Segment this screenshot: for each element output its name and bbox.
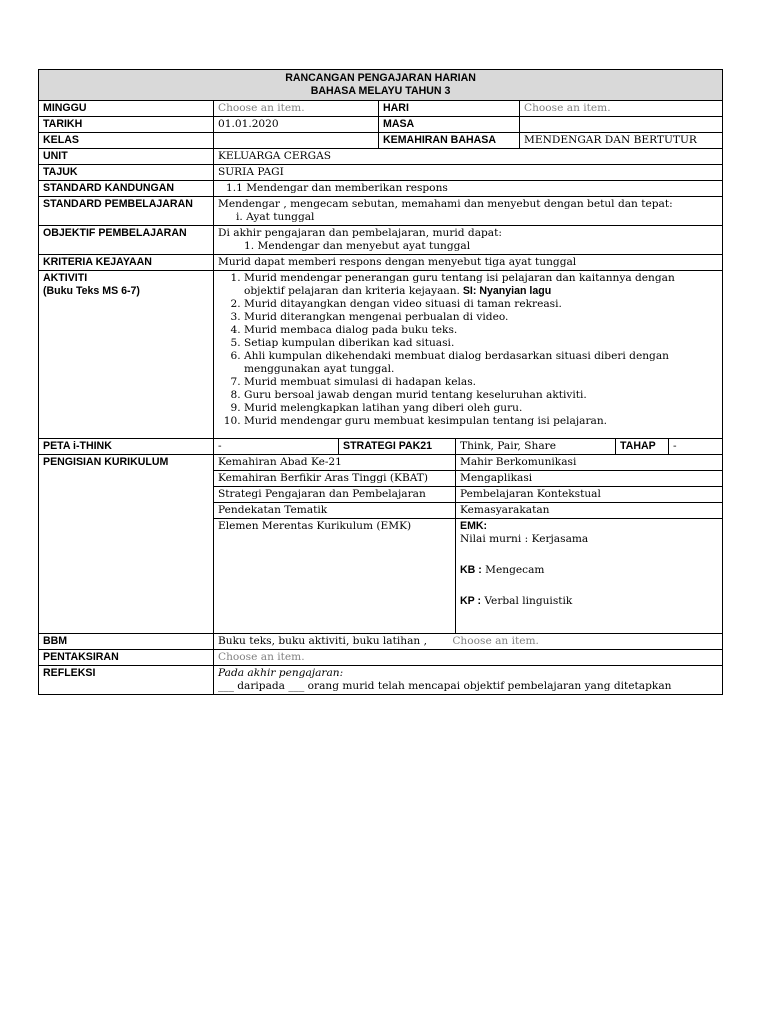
row-aktiviti [39, 271, 723, 439]
kp-value: Verbal linguistik [481, 595, 573, 607]
nilai-murni: Nilai murni : Kerjasama [460, 533, 589, 545]
bbm-label: BBM [39, 634, 214, 650]
aktiviti-item-text: Murid mendengar penerangan guru tentang isi pelajaran dan kaitannya dengan objektif pelajaran dan kriteria kejayaan. [244, 272, 675, 297]
bbm-cell[interactable] [214, 634, 723, 650]
pk-right[interactable]: Mengaplikasi [456, 471, 723, 487]
standard-kandungan-label: STANDARD KANDUNGAN [39, 181, 214, 197]
emk-label: EMK: [460, 520, 488, 532]
unit-value[interactable]: KELUARGA CERGAS [214, 149, 723, 165]
lesson-plan-table [38, 69, 723, 695]
standard-pembelajaran-label: STANDARD PEMBELAJARAN [39, 197, 214, 226]
kelas-value[interactable] [214, 133, 379, 149]
tahap-label: TAHAP [616, 439, 669, 455]
pengisian-kurikulum-label: PENGISIAN KURIKULUM [39, 455, 214, 634]
header-row [39, 70, 723, 101]
kb-value: Mengecam [481, 564, 545, 576]
refleksi-intro: Pada akhir pengajaran: [218, 667, 344, 679]
aktiviti-item: 8. Guru bersoal jawab dengan murid tentang keseluruhan aktiviti. [244, 389, 718, 402]
emk-cell[interactable] [456, 519, 723, 634]
document-subtitle: BAHASA MELAYU TAHUN 3 [310, 85, 451, 97]
aktiviti-item: 4. Murid membaca dialog pada buku teks. [244, 324, 718, 337]
aktiviti-label: AKTIVITI [43, 272, 88, 284]
aktiviti-cell[interactable] [214, 271, 723, 439]
aktiviti-item: 10. Murid mendengar guru membuat kesimpulan tentang isi pelajaran. [244, 415, 718, 428]
pk-left[interactable]: Pendekatan Tematik [214, 503, 456, 519]
aktiviti-item: 9. Murid melengkapkan latihan yang diberi oleh guru. [244, 402, 718, 415]
masa-label: MASA [379, 117, 520, 133]
kriteria-label: KRITERIA KEJAYAAN [39, 255, 214, 271]
tajuk-value[interactable]: SURIA PAGI [214, 165, 723, 181]
pk-right[interactable]: Pembelajaran Kontekstual [456, 487, 723, 503]
row-minggu [39, 101, 723, 117]
row-peta-ithink [39, 439, 723, 455]
row-kelas [39, 133, 723, 149]
row-unit [39, 149, 723, 165]
aktiviti-item: 7. Murid membuat simulasi di hadapan kelas. [244, 376, 718, 389]
bbm-dropdown[interactable]: Choose an item. [452, 635, 539, 647]
kemahiran-bahasa-label: KEMAHIRAN BAHASA [379, 133, 520, 149]
row-bbm [39, 634, 723, 650]
refleksi-cell[interactable] [214, 666, 723, 695]
objektif-label: OBJEKTIF PEMBELAJARAN [39, 226, 214, 255]
aktiviti-item: 6. Ahli kumpulan dikehendaki membuat dialog berdasarkan situasi diberi dengan menggunakan ayat tunggal. [244, 350, 718, 376]
unit-label: UNIT [39, 149, 214, 165]
document-title: RANCANGAN PENGAJARAN HARIAN [285, 72, 476, 84]
hari-dropdown[interactable]: Choose an item. [520, 101, 723, 117]
row-tajuk [39, 165, 723, 181]
emk-left[interactable]: Elemen Merentas Kurikulum (EMK) [214, 519, 456, 634]
standard-pembelajaran-cell[interactable] [214, 197, 723, 226]
aktiviti-list [218, 272, 718, 428]
kb-label: KB : [460, 564, 482, 576]
row-standard-pembelajaran [39, 197, 723, 226]
standard-pembelajaran-value: Mendengar , mengecam sebutan, memahami dan menyebut dengan betul dan tepat: [218, 198, 673, 210]
kb-line [460, 564, 718, 577]
pentaksiran-label: PENTAKSIRAN [39, 650, 214, 666]
kp-label: KP : [460, 595, 481, 607]
aktiviti-item-highlight: SI: Nyanyian lagu [459, 285, 552, 297]
pk-left[interactable]: Kemahiran Berfikir Aras Tinggi (KBAT) [214, 471, 456, 487]
row-standard-kandungan [39, 181, 723, 197]
strategi-pak21-value[interactable]: Think, Pair, Share [456, 439, 616, 455]
row-tarikh [39, 117, 723, 133]
objektif-cell[interactable] [214, 226, 723, 255]
hari-label: HARI [379, 101, 520, 117]
objektif-intro: Di akhir pengajaran dan pembelajaran, murid dapat: [218, 227, 502, 239]
lesson-plan-document [38, 69, 722, 695]
aktiviti-item: 2. Murid ditayangkan dengan video situasi di taman rekreasi. [244, 298, 718, 311]
refleksi-label: REFLEKSI [39, 666, 214, 695]
aktiviti-sublabel: (Buku Teks MS 6-7) [43, 285, 140, 297]
peta-ithink-value[interactable]: - [214, 439, 339, 455]
pk-left[interactable]: Kemahiran Abad Ke-21 [214, 455, 456, 471]
tahap-value[interactable]: - [669, 439, 723, 455]
objektif-item: 1. Mendengar dan menyebut ayat tunggal [244, 240, 471, 252]
pk-right[interactable]: Kemasyarakatan [456, 503, 723, 519]
kemahiran-bahasa-value[interactable]: MENDENGAR DAN BERTUTUR [520, 133, 723, 149]
row-pengisian-kurikulum [39, 455, 723, 471]
standard-pembelajaran-subitem: i. Ayat tunggal [236, 211, 315, 223]
aktiviti-item: 3. Murid diterangkan mengenai perbualan di video. [244, 311, 718, 324]
peta-ithink-label: PETA i-THINK [39, 439, 214, 455]
row-pentaksiran [39, 650, 723, 666]
aktiviti-item [244, 272, 718, 298]
aktiviti-item: 5. Setiap kumpulan diberikan kad situasi. [244, 337, 718, 350]
pentaksiran-dropdown[interactable]: Choose an item. [214, 650, 723, 666]
tarikh-value[interactable]: 01.01.2020 [214, 117, 379, 133]
standard-kandungan-value[interactable]: 1.1 Mendengar dan memberikan respons [214, 181, 723, 197]
tarikh-label: TARIKH [39, 117, 214, 133]
kelas-label: KELAS [39, 133, 214, 149]
refleksi-statement: ___ daripada ___ orang murid telah mencapai objektif pembelajaran yang ditetapkan [218, 680, 672, 692]
kriteria-value[interactable]: Murid dapat memberi respons dengan menyebut tiga ayat tunggal [214, 255, 723, 271]
minggu-label: MINGGU [39, 101, 214, 117]
row-objektif [39, 226, 723, 255]
bbm-value: Buku teks, buku aktiviti, buku latihan , [218, 635, 427, 647]
pk-right[interactable]: Mahir Berkomunikasi [456, 455, 723, 471]
strategi-pak21-label: STRATEGI PAK21 [339, 439, 456, 455]
pk-left[interactable]: Strategi Pengajaran dan Pembelajaran [214, 487, 456, 503]
row-kriteria [39, 255, 723, 271]
row-refleksi [39, 666, 723, 695]
tajuk-label: TAJUK [39, 165, 214, 181]
masa-value[interactable] [520, 117, 723, 133]
aktiviti-label-cell [39, 271, 214, 439]
kp-line [460, 595, 718, 608]
minggu-dropdown[interactable]: Choose an item. [214, 101, 379, 117]
